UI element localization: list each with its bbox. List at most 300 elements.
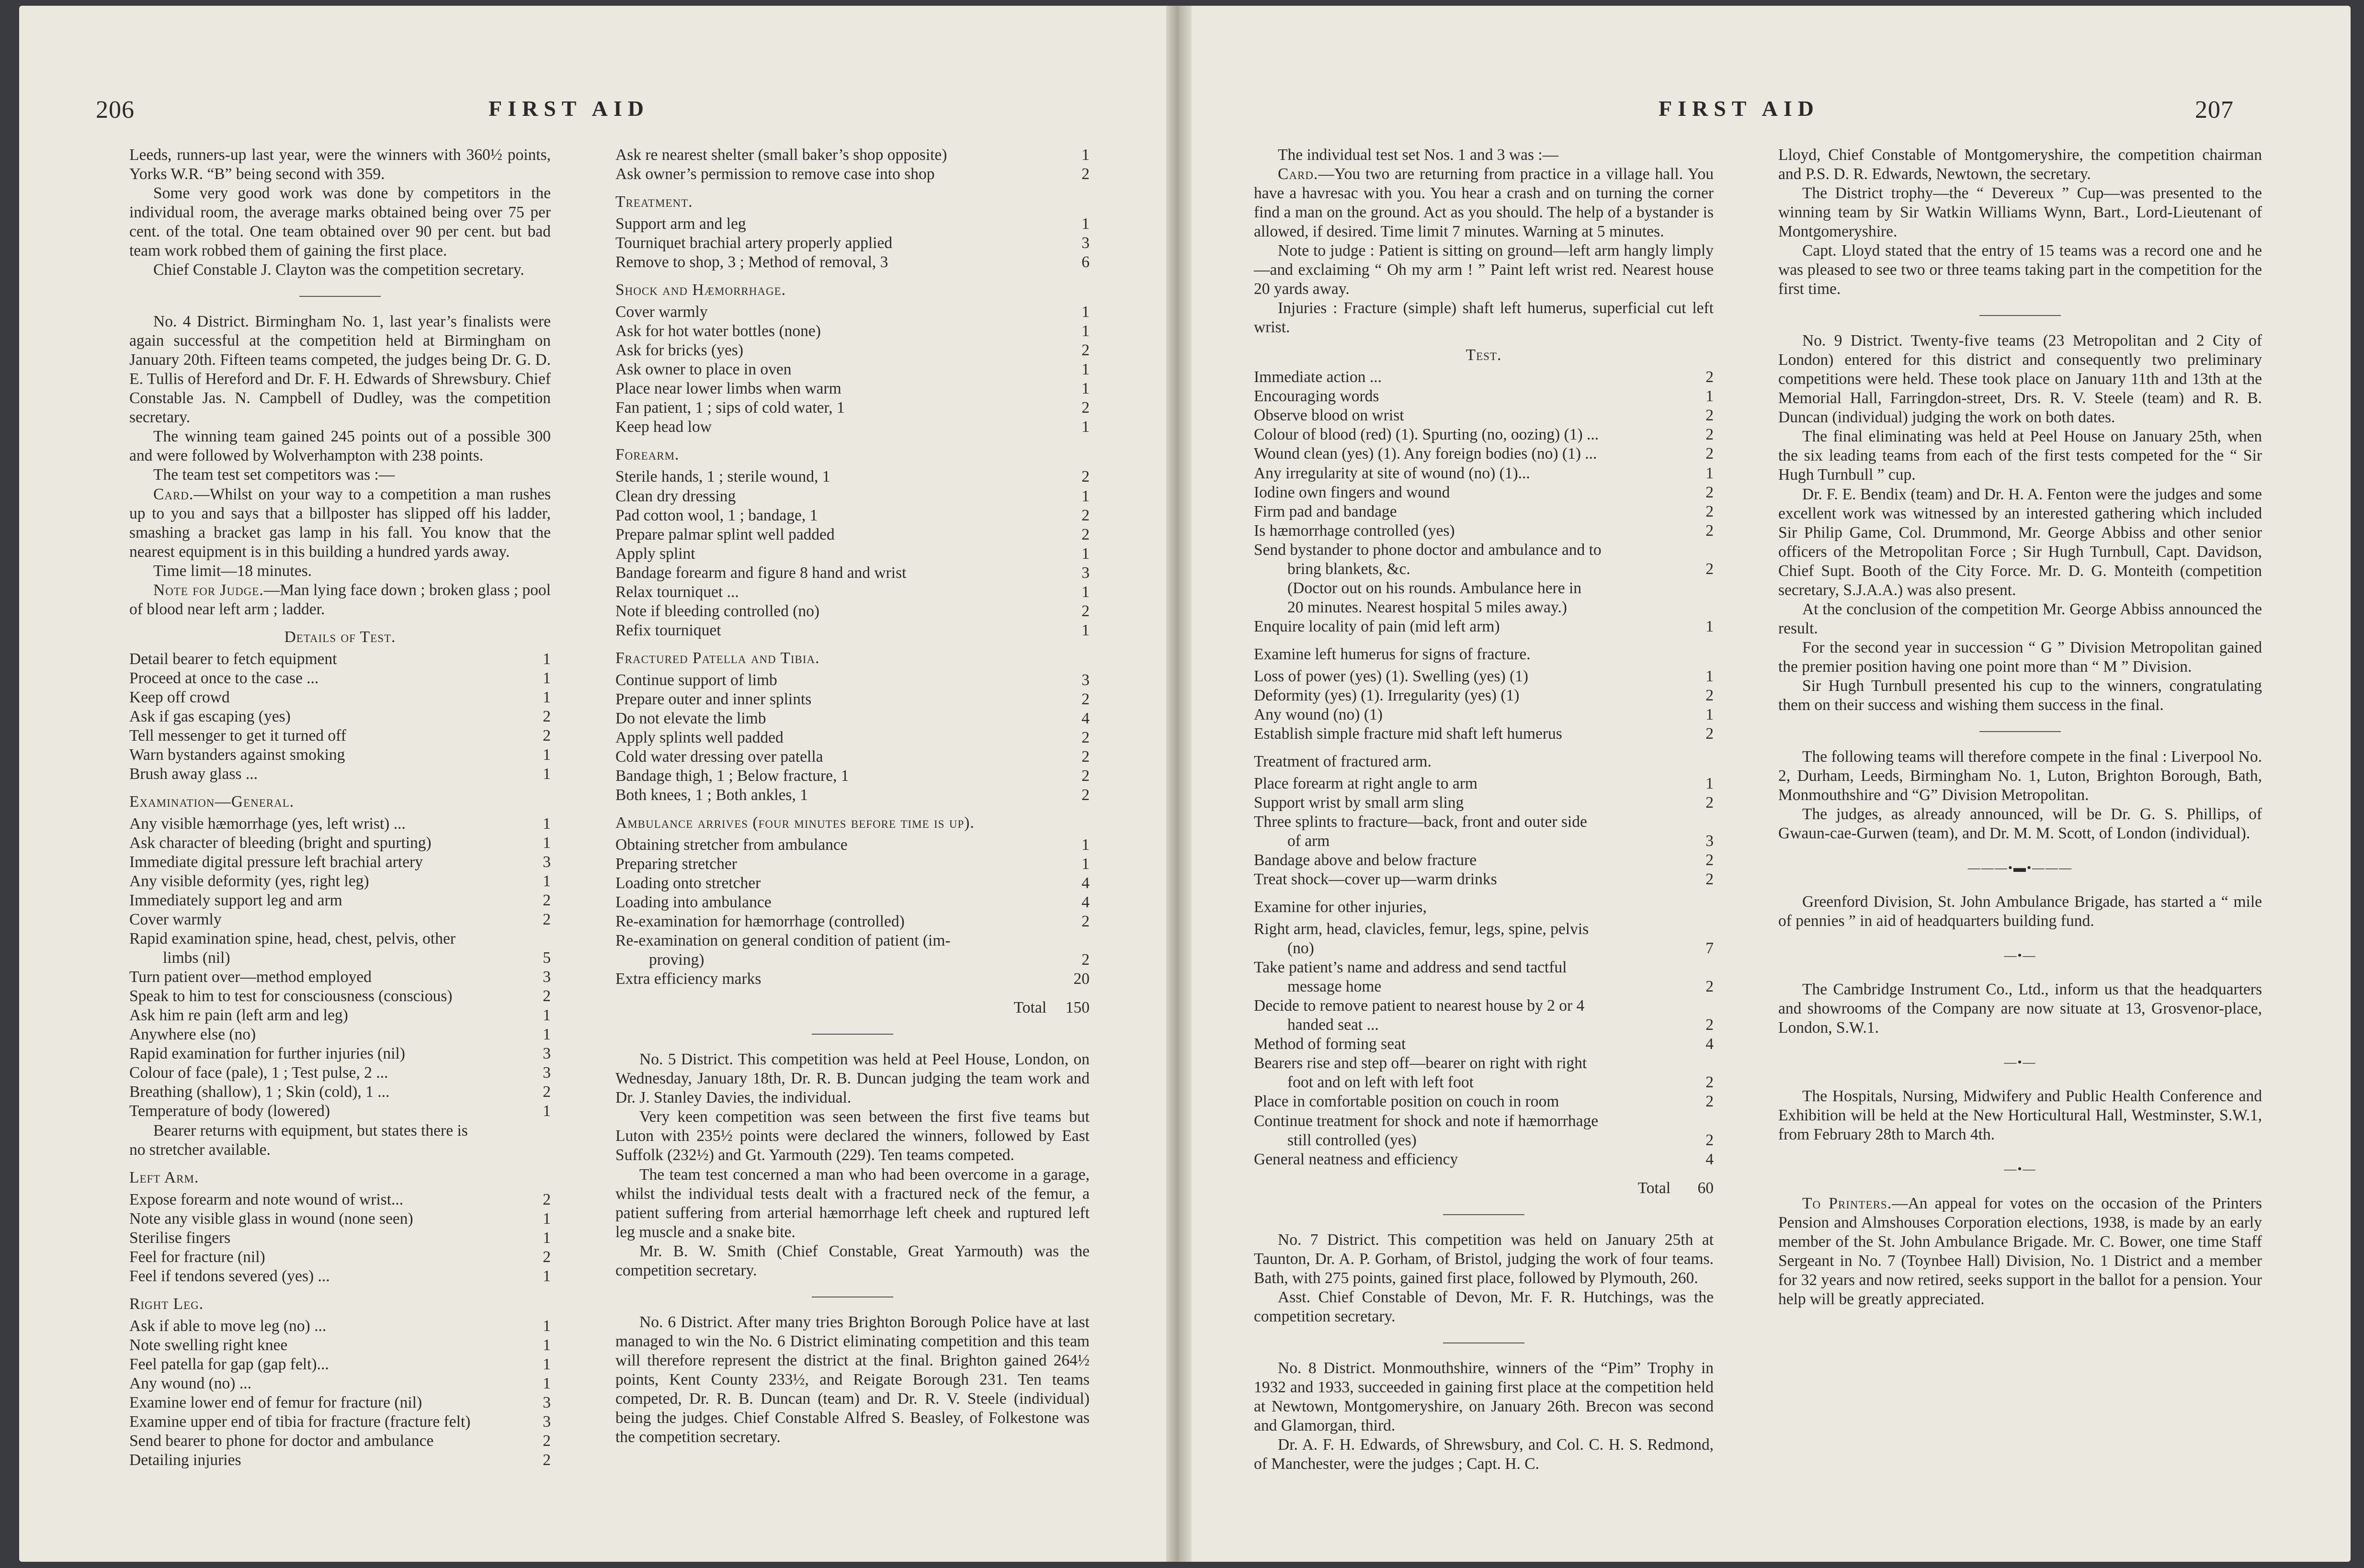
right-column-1 [1254,146,1714,1474]
item-points: 1 [543,1229,551,1247]
item-text: Place in comfortable position on couch in room [1254,1093,1559,1111]
item-points: 1 [543,1102,551,1120]
item-text: Ask for bricks (yes) [615,341,744,360]
item-points: 1 [543,669,551,687]
table-row [615,564,1090,583]
item-points: 2 [543,1248,551,1266]
table-row [1254,977,1714,996]
table-row [615,379,1090,398]
table-row [129,910,551,929]
item-points: 1 [1081,621,1090,639]
item-points: 1 [543,872,551,891]
paragraph: The following teams will therefore compete in the final : Liverpool No. 2, Durham, Leeds, Birmingham No. 1, Luton, Brighton Borough, Bath, Monmouthshire and “G” Division Metropolitan. [1778,747,2262,804]
marks-table [615,671,1090,805]
paragraph: The Cambridge Instrument Co., Ltd., inform us that the headquarters and showrooms of the Company are now situate at 13, Grosvenor-place, London, S.W.1. [1778,981,2262,1037]
left-column-1 [129,146,551,1470]
table-heading: Examine left humerus for signs of fracture. [1254,645,1531,663]
item-points: 4 [1705,1150,1714,1168]
paragraph: Asst. Chief Constable of Devon, Mr. F. R. Hutchings, was the competition secretary. [1254,1288,1714,1325]
item-text: 20 minutes. Nearest hospital 5 miles away.) [1287,598,1567,616]
item-points: 2 [1081,468,1090,486]
section-divider [1443,1342,1524,1343]
table-row [129,765,551,784]
item-text: Cold water dressing over patella [615,747,823,766]
item-text: foot and on left with left foot [1287,1073,1474,1092]
item-points: 3 [543,1412,551,1431]
table-row [129,1248,551,1267]
table-row [129,707,551,726]
item-text: Feel for fracture (nil) [129,1248,265,1266]
item-points: 1 [543,745,551,764]
item-text: Clean dry dressing [615,487,736,505]
item-text: Bandage thigh, 1 ; Below fracture, 1 [615,767,849,785]
item-points: 3 [543,1064,551,1082]
item-text: Bandage above and below fracture [1254,851,1477,869]
item-points: 1 [543,815,551,833]
item-text: Prepare outer and inner splints [615,690,812,708]
table-row [1254,793,1714,812]
table-row [1254,870,1714,889]
item-points: 3 [543,853,551,871]
item-points: 2 [543,707,551,725]
item-points: 1 [543,1267,551,1285]
paragraph: Note for Judge.—Man lying face down ; broken glass ; pool of blood near left arm ; ladder. [129,581,551,618]
table-row [129,1432,551,1451]
item-points: 2 [543,891,551,910]
table-heading: Ambulance arrives (four minutes before time is up). [615,814,975,832]
item-text: Method of forming seat [1254,1035,1406,1053]
item-text: proving) [649,951,705,969]
item-text: Rapid examination spine, head, chest, pelvis, other [129,930,455,948]
table-row [615,525,1090,544]
item-text: Keep off crowd [129,688,230,706]
item-points: 1 [543,765,551,783]
item-points: 2 [1705,870,1714,889]
table-row [1254,724,1714,744]
item-points: 2 [543,1190,551,1208]
item-points: 4 [1081,893,1090,912]
table-row [615,234,1090,253]
item-points: 2 [1705,560,1714,578]
table-row [1254,521,1714,541]
item-text: Encouraging words [1254,387,1379,406]
item-points: 7 [1705,939,1714,958]
table-row [615,602,1090,621]
table-row [129,1209,551,1229]
paragraph: Dr. A. F. H. Edwards, of Shrewsbury, and Col. C. H. S. Redmond, of Manchester, were the judges ; Capt. H. C. [1254,1435,1714,1473]
item-points: 4 [1081,709,1090,727]
right-page [1192,6,2351,1562]
table-row [615,931,1090,950]
item-points: 2 [543,911,551,929]
table-row [615,621,1090,640]
item-points: 1 [1081,146,1090,164]
table-row [615,690,1090,709]
paragraph: The team test set competitors was :— [153,466,395,484]
table-row [1254,541,1714,560]
item-points: 1 [543,1317,551,1335]
table-row [129,1355,551,1374]
left-column-2 [615,146,1090,1447]
item-text: still controlled (yes) [1287,1131,1417,1149]
item-text: Three splints to fracture—back, front and outer side [1254,813,1587,831]
item-points: 2 [1705,426,1714,444]
table-row [615,728,1090,747]
table-row [1254,598,1714,617]
section-divider [1979,315,2061,316]
item-points: 2 [1705,521,1714,540]
paragraph: Dr. F. E. Bendix (team) and Dr. H. A. Fenton were the judges and some excellent work was witnessed by an interested gathering which included Sir Philip Game, Col. Drummond, Mr. George Abbiss and other senior officers of the Metropolitan Force ; Sir Hugh Turnbull, Capt. Davidson, Chief Supt. Booth of the City Force. Mr. D. G. Monteith (competition secretary, S.J.A.A.) was also present. [1778,485,2262,599]
item-points: 2 [1705,794,1714,812]
table-row [129,968,551,987]
item-points: 1 [1705,387,1714,406]
table-row [615,506,1090,525]
item-points: 3 [543,1393,551,1411]
item-text: Examine lower end of femur for fracture (nil) [129,1393,422,1411]
paragraph: To Printers.—An appeal for votes on the occasion of the Printers Pension and Almshouses Corporation elections, 1938, is made by an early member of the St. John Ambulance Brigade. Mr. C. Bower, one time Staff Sergeant in No. 7 (Toynbee Hall) Division, No. 1 District and a member for 32 years and now retired, seeks support in the ballot for a pension. Your help will be greatly appreciated. [1778,1194,2262,1308]
item-text: Anywhere else (no) [129,1026,256,1044]
item-text: Ask re nearest shelter (small baker’s shop opposite) [615,146,947,164]
item-text: Take patient’s name and address and send tactful [1254,959,1567,977]
item-points: 1 [543,834,551,852]
item-text: Any wound (no) (1) [1254,705,1383,723]
table-row [615,165,1090,184]
item-text: limbs (nil) [163,949,230,967]
table-heading: Test. [1466,346,1502,364]
item-points: 2 [1705,483,1714,501]
item-text: Both knees, 1 ; Both ankles, 1 [615,786,808,804]
table-row [615,341,1090,360]
table-heading: Left Arm. [129,1168,199,1186]
item-text: Temperature of body (lowered) [129,1102,330,1120]
paragraph: No. 7 District. This competition was held on January 25th at Taunton, Dr. A. P. Gorham, of Bristol, judging the work of four teams. Bath, with 275 points, gained first place, followed by Plymouth, 260. [1254,1230,1714,1287]
paragraph: At the conclusion of the competition Mr. George Abbiss announced the result. [1778,600,2262,637]
item-points: 2 [1081,951,1090,969]
table-row [129,1083,551,1102]
table-row [615,835,1090,855]
item-text: Bandage forearm and figure 8 hand and wrist [615,564,907,582]
table-row [1254,425,1714,444]
item-points: 1 [1081,418,1090,436]
item-points: 2 [1705,1073,1714,1092]
ornament-divider: —•— [2004,1055,2036,1070]
paragraph: No. 8 District. Monmouthshire, winners of the “Pim” Trophy in 1932 and 1933, succeeded in gaining first place at the competition held at Newtown, Montgomeryshire, on January 26th. Brecon was second and Glamorgan, third. [1254,1359,1714,1434]
item-text: Sterilise fingers [129,1229,231,1247]
item-points: 2 [1081,525,1090,543]
item-text: Continue treatment for shock and note if hæmorrhage [1254,1112,1599,1130]
table-heading: Examination—General. [129,792,295,811]
item-points: 3 [1081,564,1090,582]
item-text: Observe blood on wrist [1254,406,1404,425]
item-text: Feel patella for gap (gap felt)... [129,1355,329,1373]
table-row [129,726,551,745]
paragraph: The winning team gained 245 points out of a possible 300 and were followed by Wolverhampton with 238 points. [129,428,551,465]
item-text: Loading onto stretcher [615,874,761,892]
item-text: Cover warmly [129,911,222,929]
item-points: 2 [1705,686,1714,704]
item-points: 1 [1081,322,1090,340]
item-points: 3 [1705,832,1714,850]
item-text: Apply splint [615,544,695,563]
item-text: Note any visible glass in wound (none seen) [129,1209,413,1228]
item-points: 1 [1705,617,1714,635]
table-row [615,950,1090,970]
table-row [1254,958,1714,977]
item-points: 1 [1081,380,1090,398]
paragraph: No. 9 District. Twenty-five teams (23 Metropolitan and 2 City of London) entered for this district and consequently two preliminary competitions were held. These took place on January 11th and 13th at the Memorial Hall, Farringdon-street, Drs. R. V. Steele (team) and R. B. Duncan (individual) judging the work on both dates. [1778,332,2262,427]
item-points: 2 [1705,1016,1714,1034]
table-row [615,322,1090,341]
item-text: message home [1287,978,1382,996]
table-row [1254,368,1714,387]
paragraph: Some very good work was done by competitors in the individual room, the average marks obtained being over 75 per cent. of the total. One team obtained over 90 per cent. but bad team work robbed them of gaining the first place. [129,184,551,260]
page-number-right: 207 [2195,96,2234,124]
item-text: Place forearm at right angle to arm [1254,774,1478,792]
table-row [615,146,1090,165]
item-text: Loss of power (yes) (1). Swelling (yes) (1) [1254,667,1529,685]
item-points: 1 [543,650,551,668]
total-row [615,998,1090,1017]
item-points: 2 [1081,602,1090,620]
item-text: Pad cotton wool, 1 ; bandage, 1 [615,506,818,524]
table-row [129,1267,551,1286]
item-points: 1 [1081,836,1090,854]
table-row [615,303,1090,322]
paragraph: Time limit—18 minutes. [153,562,312,580]
item-text: Brush away glass ... [129,765,258,783]
table-row [1254,1131,1714,1150]
item-points: 3 [1081,234,1090,252]
marks-table [129,814,551,1121]
table-row [129,669,551,688]
table-row [1254,387,1714,406]
item-points: 2 [1081,728,1090,746]
table-row [129,1412,551,1432]
paragraph: Very keen competition was seen between the first five teams but Luton with 235½ points were declared the winners, followed by East Suffolk (232½) and Gt. Yarmouth (229). Ten teams competed. [615,1108,1090,1164]
table-row [129,1102,551,1121]
item-points: 1 [1081,855,1090,873]
total-label: Total [1013,999,1046,1017]
table-row [1254,444,1714,463]
paragraph: No. 6 District. After many tries Brighton Borough Police have at last managed to win the No. 6 District eliminating competition and this team will therefore represent the district at the final. Brighton gained 264½ points, Kent County 233½, and Reigate Borough 231. Ten teams competed, Dr. R. B. Duncan (team) and Dr. R. V. Steele (individual) being the judges. Chief Constable Alfred S. Beasley, of Folkestone was the competition secretary. [615,1313,1090,1446]
table-row [615,360,1090,379]
table-row [1254,832,1714,851]
item-points: 1 [543,1336,551,1354]
item-points: 2 [1081,913,1090,931]
marks-table [129,1190,551,1286]
table-row [615,544,1090,564]
table-row [615,970,1090,989]
item-text: Re-examination for hæmorrhage (controlled) [615,913,905,931]
marks-table [129,650,551,784]
table-row [1254,920,1714,939]
item-text: Place near lower limbs when warm [615,380,841,398]
table-row [615,487,1090,506]
table-row [615,874,1090,893]
total-value: 150 [1065,999,1090,1017]
item-points: 2 [1705,1093,1714,1111]
paragraph: Capt. Lloyd stated that the entry of 15 teams was a record one and he was pleased to see two or three teams taking part in the competition for the first time. [1778,242,2262,298]
ornament-divider: —•— [2004,948,2036,963]
table-row [1254,560,1714,579]
table-row [129,853,551,872]
item-text: Ask owner to place in oven [615,361,792,379]
table-row [1254,1035,1714,1054]
table-heading: Details of Test. [284,628,396,646]
item-text: Ask owner’s permission to remove case into shop [615,165,935,183]
table-row [129,1393,551,1412]
item-text: Support wrist by small arm sling [1254,794,1464,812]
item-points: 1 [543,1374,551,1392]
table-row [615,855,1090,874]
right-column-2 [1778,146,2262,1309]
item-text: Ask for hot water bottles (none) [615,322,821,340]
paragraph: The District trophy—the “ Devereux ” Cup—was presented to the winning team by Sir Watkin Williams Wynn, Bart., Lord-Lieutenant of Montgomeryshire. [1778,184,2262,241]
item-points: 2 [1081,690,1090,708]
item-points: 2 [1705,368,1714,386]
item-text: Rapid examination for further injuries (nil) [129,1045,405,1063]
table-row [129,834,551,853]
table-row [129,745,551,765]
table-row [1254,1112,1714,1131]
marks-table [129,1317,551,1470]
item-text: Any visible deformity (yes, right leg) [129,872,369,891]
item-text: Ask him re pain (left arm and leg) [129,1006,348,1025]
item-text: Send bearer to phone for doctor and ambulance [129,1432,434,1450]
item-points: 2 [1081,399,1090,417]
table-row [129,1063,551,1083]
section-divider [812,1034,893,1035]
paragraph: Card.—Whilst on your way to a competition a man rushes up to you and says that a billposter has slipped off his ladder, smashing a bracket gas lamp in his fall. You know that the nearest equipment is in this building a hundred yards away. [129,485,551,561]
paragraph: The final eliminating was held at Peel House on January 25th, when the six leading teams from each of the first tests competed for the “ Sir Hugh Turnbull ” cup. [1778,428,2262,484]
item-points: 1 [1081,487,1090,505]
table-row [1254,705,1714,724]
marks-table [1254,774,1714,889]
item-points: 5 [543,949,551,967]
note: no stretcher available. [129,1140,271,1159]
item-text: Any wound (no) ... [129,1374,251,1392]
item-text: Relax tourniquet ... [615,583,739,601]
table-row [1254,406,1714,425]
table-row [1254,1150,1714,1169]
paragraph: The team test concerned a man who had been overcome in a garage, whilst the individual tests dealt with a fractured neck of the femur, a patient suffering from arterial hæmorrhage left cheek and ruptured left leg muscle and a snake bite. [615,1165,1090,1241]
table-row [615,786,1090,805]
item-points: 1 [1081,361,1090,379]
item-text: Ask if gas escaping (yes) [129,707,291,725]
item-text: Obtaining stretcher from ambulance [615,836,848,854]
item-text: Turn patient over—method employed [129,968,372,986]
item-text: Prepare palmar splint well padded [615,525,835,543]
table-row [129,814,551,834]
item-text: (Doctor out on his rounds. Ambulance here in [1287,579,1582,597]
marks-table [1254,920,1714,1169]
marks-table [615,303,1090,437]
item-points: 1 [1081,544,1090,563]
page-number-left: 206 [96,96,135,124]
item-text: handed seat ... [1287,1016,1379,1034]
table-row [129,1006,551,1025]
item-points: 2 [1705,445,1714,463]
item-text: Remove to shop, 3 ; Method of removal, 3 [615,253,888,271]
item-text: Immediate digital pressure left brachial artery [129,853,423,871]
table-row [129,1044,551,1063]
paragraph: Greenford Division, St. John Ambulance Brigade, has started a “ mile of pennies ” in aid of headquarters building fund. [1778,893,2262,930]
item-text: Any irregularity at site of wound (no) (1)... [1254,464,1530,482]
table-row [615,467,1090,486]
item-text: Speak to him to test for consciousness (conscious) [129,987,453,1005]
item-text: Keep head low [615,418,712,436]
item-points: 4 [1705,1035,1714,1053]
item-points: 2 [1705,1131,1714,1149]
note: Bearer returns with equipment, but states there is [153,1121,468,1139]
table-row [129,1025,551,1044]
item-text: Support arm and leg [615,215,746,233]
table-row [615,398,1090,417]
paragraph: Leeds, runners-up last year, were the winners with 360½ points, Yorks W.R. “B” being second with 359. [129,146,551,183]
table-row [129,1190,551,1209]
item-text: Feel if tendons severed (yes) ... [129,1267,330,1285]
item-points: 2 [1705,502,1714,520]
item-points: 1 [543,1026,551,1044]
item-text: Colour of face (pale), 1 ; Test pulse, 2 ... [129,1064,388,1082]
item-points: 3 [1081,671,1090,689]
item-points: 1 [1705,774,1714,792]
table-row [1254,464,1714,483]
item-text: Any visible hæmorrhage (yes, left wrist) ... [129,815,406,833]
item-text: Preparing stretcher [615,855,737,873]
item-text: Colour of blood (red) (1). Spurting (no, oozing) (1) ... [1254,426,1599,444]
table-row [129,1317,551,1336]
table-heading: Forearm. [615,446,680,464]
table-row [1254,939,1714,958]
marks-table [615,467,1090,640]
item-text: Wound clean (yes) (1). Any foreign bodies (no) (1) ... [1254,445,1597,463]
item-text: General neatness and efficiency [1254,1150,1458,1168]
item-text: Do not elevate the limb [615,709,766,727]
item-text: Cover warmly [615,303,708,321]
table-row [615,253,1090,272]
item-points: 1 [1705,667,1714,685]
item-text: Decide to remove patient to nearest house by 2 or 4 [1254,997,1585,1015]
paragraph: The judges, as already announced, will be Dr. G. S. Phillips, of Gwaun-cae-Gurwen (team), and Dr. M. M. Scott, of London (individual). [1778,805,2262,842]
item-points: 1 [1081,303,1090,321]
section-divider [299,296,381,297]
section-divider [1443,1214,1524,1215]
item-points: 3 [543,968,551,986]
item-points: 1 [543,1209,551,1228]
item-text: Ask if able to move leg (no) ... [129,1317,327,1335]
paragraph: Card.—You two are returning from practice in a village hall. You have a havresac with you. You hear a crash and on turning the corner find a man on the ground. Act as you should. The help of a bystander is allowed, if desired. Time limit 7 minutes. Warning at 5 minutes. [1254,165,1714,241]
total-label: Total [1637,1179,1671,1197]
table-row [1254,579,1714,598]
total-value: 60 [1697,1179,1714,1197]
item-points: 1 [1705,464,1714,482]
table-row [615,912,1090,931]
item-points: 2 [543,987,551,1005]
paragraph: For the second year in succession “ G ” Division Metropolitan gained the premier position having one point more than “ M ” Division. [1778,638,2262,676]
paragraph: The Hospitals, Nursing, Midwifery and Public Health Conference and Exhibition will be held at the New Horticultural Hall, Westminster, S.W.1, from February 28th to March 4th. [1778,1087,2262,1144]
table-heading: Fractured Patella and Tibia. [615,649,820,667]
paragraph: Injuries : Fracture (simple) shaft left humerus, superficial cut left wrist. [1254,299,1714,337]
item-text: Tell messenger to get it turned off [129,726,346,745]
table-row [1254,774,1714,793]
item-points: 1 [543,1006,551,1025]
table-row [1254,1073,1714,1092]
item-points: 2 [1705,406,1714,425]
item-text: Immediate action ... [1254,368,1382,386]
table-row [615,671,1090,690]
item-text: Continue support of limb [615,671,777,689]
